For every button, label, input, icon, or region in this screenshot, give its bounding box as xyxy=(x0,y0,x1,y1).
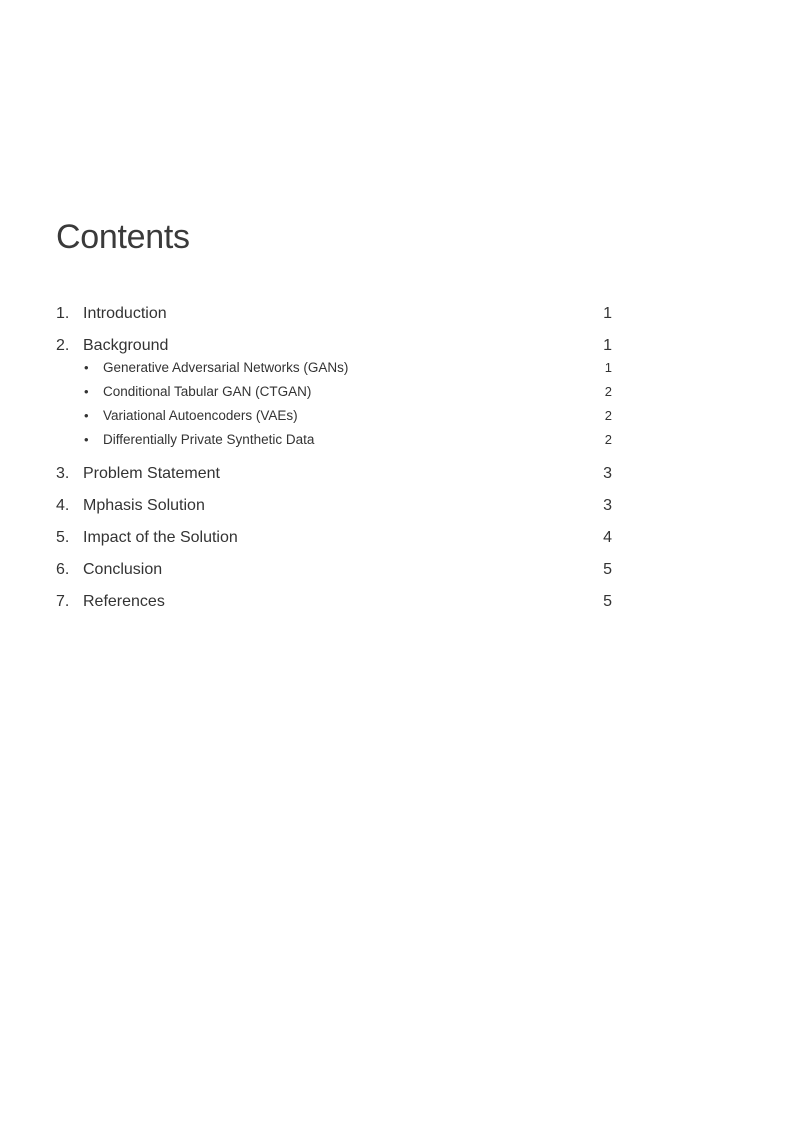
toc-entry-conclusion[interactable] xyxy=(56,556,616,588)
toc-subentry-title: Generative Adversarial Networks (GANs) xyxy=(103,360,349,375)
page-title: Contents xyxy=(56,218,190,256)
toc-entry-number: 4. xyxy=(56,497,70,514)
toc-subentry-title: Differentially Private Synthetic Data xyxy=(103,432,315,447)
toc-entry-page: 3 xyxy=(603,465,612,482)
toc-entry-number: 3. xyxy=(56,465,70,482)
toc-entry-title: Background xyxy=(83,337,169,354)
toc-entry-page: 1 xyxy=(603,337,612,354)
bullet-icon: • xyxy=(84,384,89,399)
toc-entry-problem-statement[interactable] xyxy=(56,460,616,492)
toc-entry-page: 5 xyxy=(603,561,612,578)
toc-entry-title: References xyxy=(83,593,165,610)
table-of-contents xyxy=(56,300,616,620)
toc-entry-mphasis-solution[interactable] xyxy=(56,492,616,524)
toc-subentry-gans[interactable] xyxy=(56,356,616,380)
toc-subentry-page: 2 xyxy=(604,408,612,423)
toc-entry-number: 6. xyxy=(56,561,70,578)
toc-subentry-page: 1 xyxy=(604,360,612,375)
toc-entry-page: 3 xyxy=(603,497,612,514)
toc-entry-introduction[interactable] xyxy=(56,300,616,332)
bullet-icon: • xyxy=(84,432,89,447)
toc-entry-background[interactable] xyxy=(56,332,616,356)
toc-subentry-page: 2 xyxy=(604,432,612,447)
toc-sublist-background xyxy=(56,356,616,452)
toc-entry-page: 5 xyxy=(603,593,612,610)
toc-entry-page: 4 xyxy=(603,529,612,546)
toc-entry-number: 5. xyxy=(56,529,70,546)
toc-entry-number: 2. xyxy=(56,337,70,354)
toc-subentry-title: Variational Autoencoders (VAEs) xyxy=(103,408,298,423)
toc-subentry-dp-synthetic-data[interactable] xyxy=(56,428,616,452)
bullet-icon: • xyxy=(84,360,89,375)
toc-subentry-vaes[interactable] xyxy=(56,404,616,428)
toc-entry-title: Impact of the Solution xyxy=(83,529,238,546)
toc-subentry-ctgan[interactable] xyxy=(56,380,616,404)
toc-subentry-page: 2 xyxy=(604,384,612,399)
toc-entry-title: Conclusion xyxy=(83,561,163,578)
toc-entry-page: 1 xyxy=(603,305,612,322)
toc-subentry-title: Conditional Tabular GAN (CTGAN) xyxy=(103,384,312,399)
toc-entry-title: Mphasis Solution xyxy=(83,497,205,514)
toc-entry-references[interactable] xyxy=(56,588,616,620)
toc-entry-impact-of-solution[interactable] xyxy=(56,524,616,556)
toc-entry-title: Introduction xyxy=(83,305,167,322)
toc-entry-title: Problem Statement xyxy=(83,465,220,482)
toc-entry-number: 7. xyxy=(56,593,70,610)
bullet-icon: • xyxy=(84,408,89,423)
toc-entry-number: 1. xyxy=(56,305,70,322)
